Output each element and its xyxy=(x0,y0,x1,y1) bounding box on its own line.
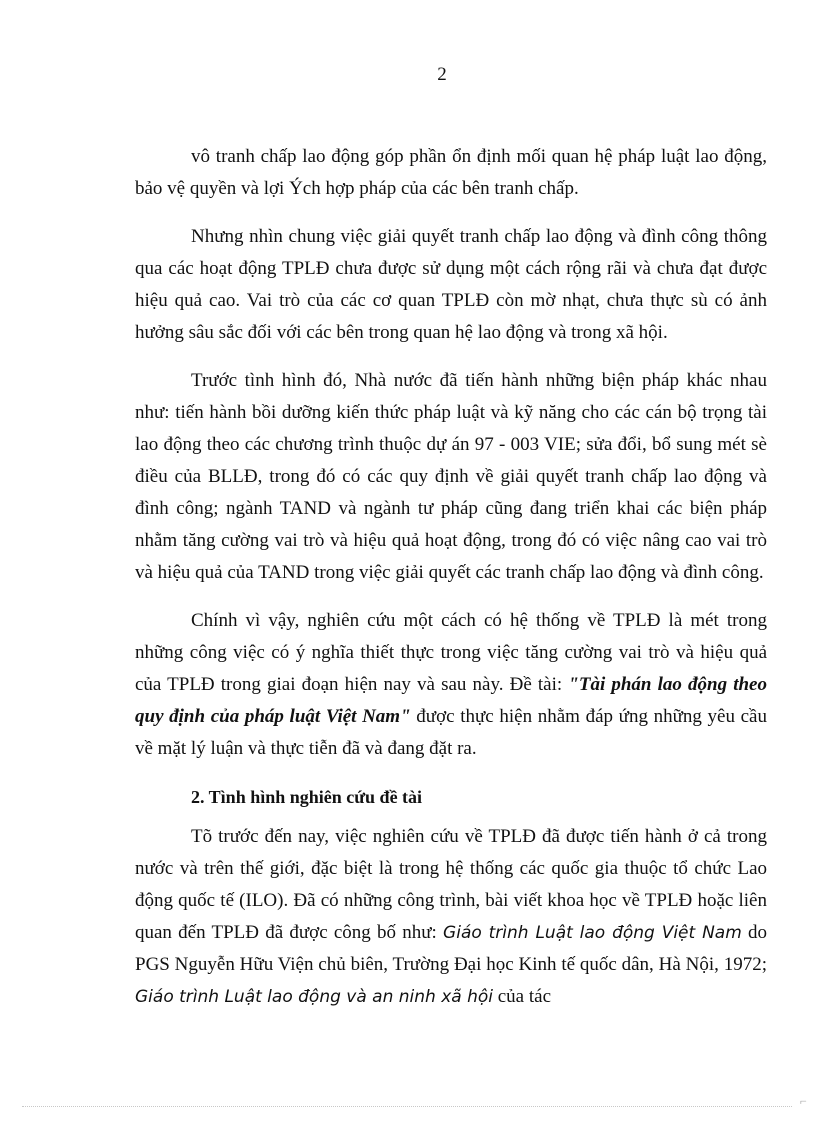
paragraph-2: Nhưng nhìn chung việc giải quyết tranh chấp lao động và đình công thông qua các hoạt động TPLĐ chưa được sử dụng một cách rộng rãi và chưa đạt được hiệu quả cao. Vai trò của các cơ quan TPLĐ còn mờ nhạt, chưa thực sù có ảnh hưởng sâu sắc đối với các bên trong quan hệ lao động và trong xã hội. xyxy=(135,226,767,343)
page-number: 2 xyxy=(437,64,447,85)
paragraph-5 xyxy=(135,821,767,1013)
page-bottom-divider xyxy=(22,1106,792,1107)
paragraph-1: vô tranh chấp lao động góp phần ổn định mối quan hệ pháp luật lao động, bảo vệ quyền và lợi Ých hợp pháp của các bên tranh chấp. xyxy=(135,146,767,199)
book-title-1: Giáo trình Luật lao động Việt Nam xyxy=(443,923,742,943)
paragraph-4 xyxy=(135,605,767,765)
paragraph-5-part-1: Tõ trước đến nay, việc nghiên cứu về TPLĐ đã được tiến hành ở cả trong nước và trên thế giới, đặc biệt là trong hệ thống các quốc gia thuộc tổ chức Lao động quốc tế (ILO). Đã có những công trình, bài viết khoa học về TPLĐ hoặc liên quan đến TPLĐ đã được công bố như: xyxy=(135,826,767,943)
book-title-2: Giáo trình Luật lao động và an ninh xã hội xyxy=(135,987,493,1007)
document-body xyxy=(135,141,767,1029)
paragraph-4-text-after: được thực hiện nhằm đáp ứng những yêu cầu về mặt lý luận và thực tiễn đã và đang đặt ra. xyxy=(135,706,767,759)
paragraph-5-part-3: của tác xyxy=(493,986,552,1007)
paragraph-5-part-2: do PGS Nguyễn Hữu Viện chủ biên, Trường Đại học Kinh tế quốc dân, Hà Nội, 1972; xyxy=(135,922,767,975)
paragraph-4-text-before: Chính vì vậy, nghiên cứu một cách có hệ thống về TPLĐ là mét trong những công việc có ý nghĩa thiết thực trong việc tăng cường vai trò và hiệu quả của TPLĐ trong giai đoạn hiện nay và sau này. Đề tài: xyxy=(135,610,767,695)
section-heading: 2. Tình hình nghiên cứu đề tài xyxy=(191,787,423,807)
corner-marker-icon: ⌐ xyxy=(800,1094,807,1108)
paragraph-3: Trước tình hình đó, Nhà nước đã tiến hành những biện pháp khác nhau như: tiến hành bồi dưỡng kiến thức pháp luật và kỹ năng cho các cán bộ trọng tài lao động theo các chương trình thuộc dự án 97 - 003 VIE; sửa đổi, bổ sung mét sè điều của BLLĐ, trong đó có các quy định về giải quyết tranh chấp lao động và đình công; ngành TAND và ngành tư pháp cũng đang triển khai các biện pháp nhằm tăng cường vai trò và hiệu quả hoạt động, trong đó có việc nâng cao vai trò và hiệu quả của TAND trong việc giải quyết các tranh chấp lao động và đình công. xyxy=(135,370,767,583)
thesis-title-emphasis: "Tài phán lao động theo quy định của pháp luật Việt Nam" xyxy=(135,674,767,727)
